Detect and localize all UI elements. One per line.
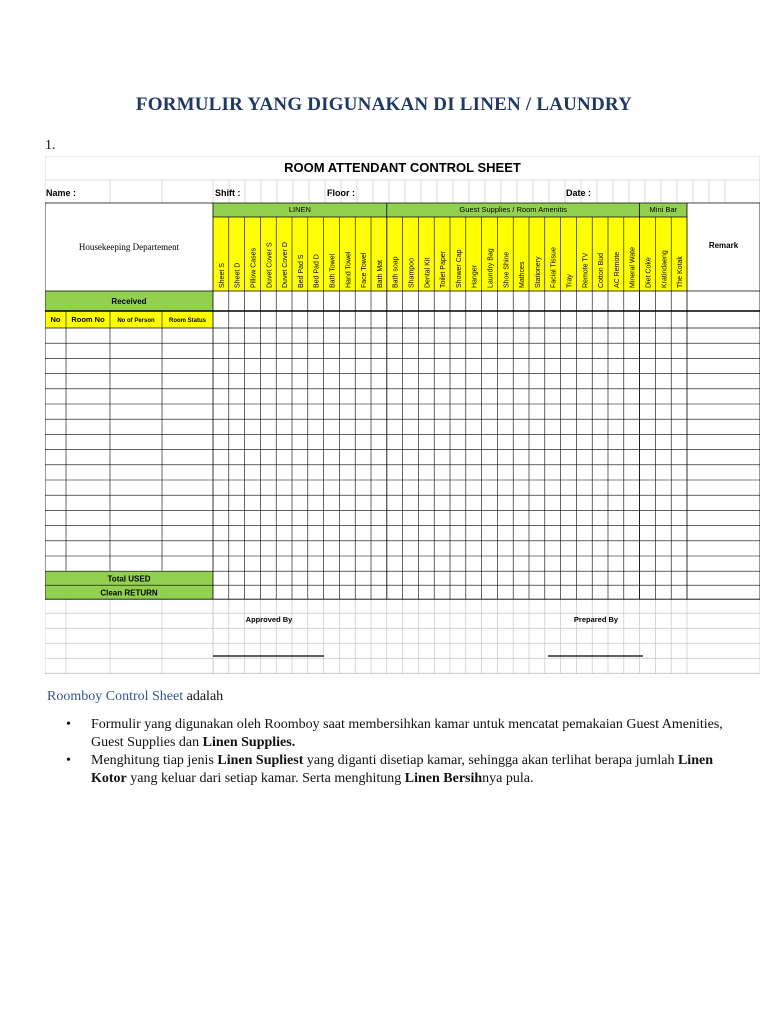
item-header-1: Sheet S [218,263,226,288]
item-header-16: Shower Cap [455,249,463,288]
item-header-15: Toilet Paper [440,251,448,288]
column-header-3: No of Person [117,318,155,324]
item-header-14: Dental Kit [424,257,432,288]
bullet-item-1 [91,716,737,752]
item-header-8: Bath Towel [329,253,337,288]
bullet-1-text: Formulir yang digunakan oleh Roomboy saat membersihkan kamar untuk mencatat pemakaian Guest Amenities, Guest Supplies dan [91,717,723,750]
prepared-by-label: Prepared By [573,615,619,624]
bullet-1-bold: Linen Supplies. [202,735,296,750]
item-header-10: Face Towel [361,252,369,288]
clean-return-label: Clean RETURN [100,588,158,598]
name-label: Name : [46,188,77,198]
item-header-2: Sheet D [234,262,242,288]
bullet-2-text-c: yang keluar dari setiap kamar. Serta menghitung [126,771,405,786]
bullet-2-text-a: Menghitung tiap jenis [91,753,218,768]
group-linen-label: LINEN [288,205,311,214]
bullet-2-text-d: nya pula. [482,771,534,786]
item-header-3: Pillow Cases [250,247,258,288]
item-header-21: Stationery [534,256,542,288]
item-header-19: Shoe Shine [503,251,511,288]
item-header-6: Bed Pad S [297,254,305,288]
item-header-20: Mathces [519,261,527,288]
bullet-2-bold-b: Linen Kotor [91,753,713,786]
description [47,688,737,788]
date-label: Date : [566,188,592,198]
item-header-4: Duvet Cover S [266,242,274,288]
remark-label: Remark [708,241,739,250]
group-guest-label: Guest Supplies / Room Amenitis [459,205,567,214]
bullet-2-text-b: yang diganti disetiap kamar, sehingga akan terlihat berapa jumlah [303,753,678,768]
column-header-4: Room Status [168,318,207,324]
item-header-13: Shampoo [408,258,416,288]
bullet-list [47,716,737,788]
item-header-30: The Kotak [677,256,685,288]
item-header-7: Bed Pad D [313,254,321,288]
bullet-2-bold-c: Linen Bersih [404,771,483,786]
floor-label: Floor : [327,188,355,198]
received-label: Received [111,297,147,306]
description-lead [47,688,737,706]
item-header-23: Tray [566,274,574,288]
item-header-12: Bath soap [392,256,400,288]
item-header-24: Remote TV [582,252,590,288]
sheet-title: ROOM ATTENDANT CONTROL SHEET [284,160,521,175]
approved-by-label: Approved By [245,615,293,624]
item-header-18: Laundry Bag [487,248,495,288]
shift-label: Shift : [215,188,241,198]
column-header-1: No [50,315,61,324]
item-header-28: Diet Coke [645,257,653,288]
total-used-label: Total USED [107,574,151,584]
item-header-27: Mineral Wate [629,247,637,288]
bullet-2-bold-a: Linen Supliest [217,753,304,768]
lead-highlight: Roomboy Control Sheet [47,689,184,704]
item-header-5: Duvet Cover D [282,242,290,288]
item-header-22: Facial Tissue [550,247,558,288]
department-label: Housekeeping Departement [78,242,180,252]
item-header-26: AC Remote [613,251,621,288]
bullet-item-2 [91,752,737,788]
item-header-9: Hand Towel [345,251,353,288]
page-title: FORMULIR YANG DIGUNAKAN DI LINEN / LAUNDRY [135,94,633,115]
item-header-17: Hanger [471,265,479,288]
room-attendant-control-sheet [45,156,760,674]
group-minibar-label: Mini Bar [649,205,678,214]
item-header-29: Kratindaeng [661,250,669,288]
item-header-25: Cotton Bud [598,252,606,288]
section-number: 1. [45,138,56,153]
lead-rest: adalah [183,689,224,704]
column-header-2: Room No [71,315,105,324]
item-header-11: Bath Mat [376,259,384,288]
